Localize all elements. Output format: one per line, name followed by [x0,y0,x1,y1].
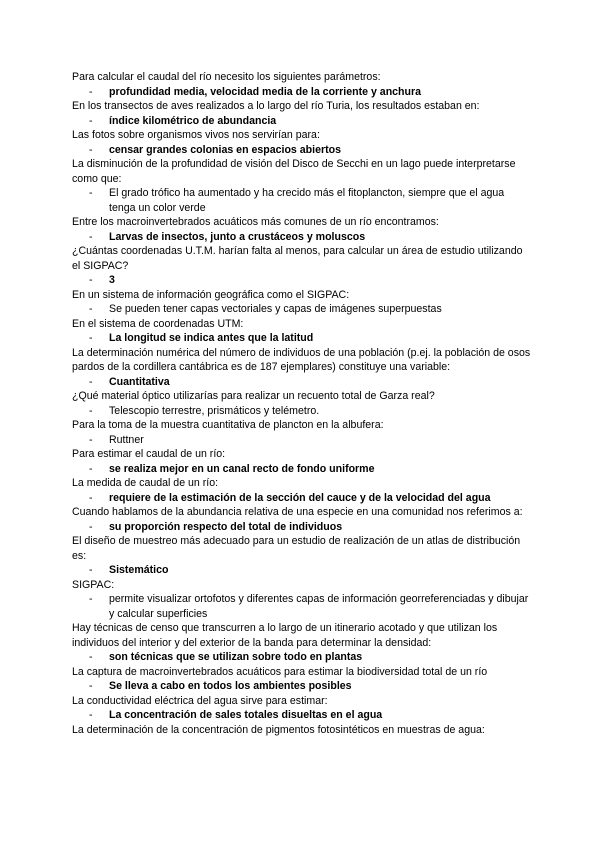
answer-text: Se pueden tener capas vectoriales y capas de imágenes superpuestas [109,303,442,315]
answer-text: censar grandes colonias en espacios abiertos [109,143,341,156]
bullet-dash: - [89,187,93,199]
answer-item [72,404,532,419]
bullet-dash: - [89,375,93,388]
bullet-dash: - [89,491,93,504]
question-text: El diseño de muestreo más adecuado para un estudio de realización de un atlas de distribución es: [72,535,521,562]
bullet-dash: - [89,680,93,692]
answer-item [72,679,532,694]
bullet-dash: - [89,303,93,315]
question-text: La determinación numérica del número de individuos de una población (p.ej. la población de osos pardos de la cordillera cantábrica es de 187 ejemplares) constituye una variable: [72,346,531,373]
answer-item [72,302,532,317]
bullet-dash: - [89,520,93,533]
question-text: Para estimar el caudal de un río: [72,448,226,460]
bullet-dash: - [89,230,93,243]
answer-text: 3 [109,274,115,286]
question-text: Hay técnicas de censo que transcurren a lo largo de un itinerario acotado y que utilizan los individuos del interior y del exterior de la banda para determinar la densidad: [72,622,498,649]
question-text: ¿Cuántas coordenadas U.T.M. harían falta al menos, para calcular un área de estudio utilizando el SIGPAC? [72,245,523,272]
bullet-dash: - [89,332,93,344]
answer-text: Telescopio terrestre, prismáticos y telémetro. [109,404,320,417]
answer-item [72,650,532,665]
answer-item [72,520,532,535]
answer-text: La concentración de sales totales disueltas en el agua [109,709,383,721]
answer-text: El grado trófico ha aumentado y ha crecido más el fitoplancton, siempre que el agua tenga un color verde [109,187,505,214]
question-text: Entre los macroinvertebrados acuáticos más comunes de un río encontramos: [72,216,439,228]
answer-item [72,592,532,621]
answer-item [72,230,532,245]
answer-text: Larvas de insectos, junto a crustáceos y moluscos [109,230,366,243]
bullet-dash: - [89,143,93,156]
answer-item [72,708,532,723]
answer-text: Sistemático [109,564,169,576]
question-text: Para la toma de la muestra cuantitativa de plancton en la albufera: [72,419,384,431]
bullet-dash: - [89,462,93,475]
question-text: SIGPAC: [72,578,115,591]
answer-item [72,433,532,448]
answer-text: Cuantitativa [109,375,170,388]
question-text: Cuando hablamos de la abundancia relativa de una especie en una comunidad nos referimos a: [72,506,523,518]
answer-item [72,273,532,288]
bullet-dash: - [89,651,93,663]
answer-text: índice kilométrico de abundancia [109,114,277,127]
answer-item [72,491,532,506]
question-text: La determinación de la concentración de pigmentos fotosintéticos en muestras de agua: [72,723,485,736]
answer-text: La longitud se indica antes que la latitud [109,332,314,344]
question-text: ¿Qué material óptico utilizarías para realizar un recuento total de Garza real? [72,390,435,402]
answer-item [72,331,532,346]
question-text: Las fotos sobre organismos vivos nos servirían para: [72,129,320,141]
bullet-dash: - [89,404,93,417]
answer-text: permite visualizar ortofotos y diferentes capas de información georreferenciadas y dibujar y calcular superficies [109,593,529,620]
answer-text: profundidad media, velocidad media de la corriente y anchura [109,85,422,98]
question-text: La captura de macroinvertebrados acuáticos para estimar la biodiversidad total de un río [72,665,488,678]
bullet-dash: - [89,274,93,286]
answer-text: Se lleva a cabo en todos los ambientes posibles [109,680,352,692]
bullet-dash: - [89,593,93,605]
answer-text: Ruttner [109,433,144,446]
answer-text: requiere de la estimación de la sección del cauce y de la velocidad del agua [109,491,491,504]
question-text: La conductividad eléctrica del agua sirve para estimar: [72,694,328,707]
question-text: Para calcular el caudal del río necesito los siguientes parámetros: [72,71,381,83]
answer-text: se realiza mejor en un canal recto de fondo uniforme [109,462,375,475]
answer-item [72,85,532,100]
document-body [72,70,532,737]
question-text: La disminución de la profundidad de visión del Disco de Secchi en un lago puede interpretarse como que: [72,158,516,185]
bullet-dash: - [89,709,93,721]
bullet-dash: - [89,564,93,576]
bullet-dash: - [89,114,93,127]
answer-item [72,114,532,129]
answer-item [72,375,532,390]
answer-text: su proporción respecto del total de individuos [109,520,343,533]
answer-item [72,143,532,158]
answer-item [72,563,532,578]
bullet-dash: - [89,433,93,446]
question-text: En los transectos de aves realizados a lo largo del río Turia, los resultados estaban en: [72,100,480,112]
question-text: La medida de caudal de un río: [72,477,219,489]
question-text: En un sistema de información geográfica como el SIGPAC: [72,288,350,301]
answer-item [72,462,532,477]
answer-text: son técnicas que se utilizan sobre todo en plantas [109,651,363,663]
answer-item [72,186,532,215]
bullet-dash: - [89,85,93,98]
question-text: En el sistema de coordenadas UTM: [72,317,244,330]
